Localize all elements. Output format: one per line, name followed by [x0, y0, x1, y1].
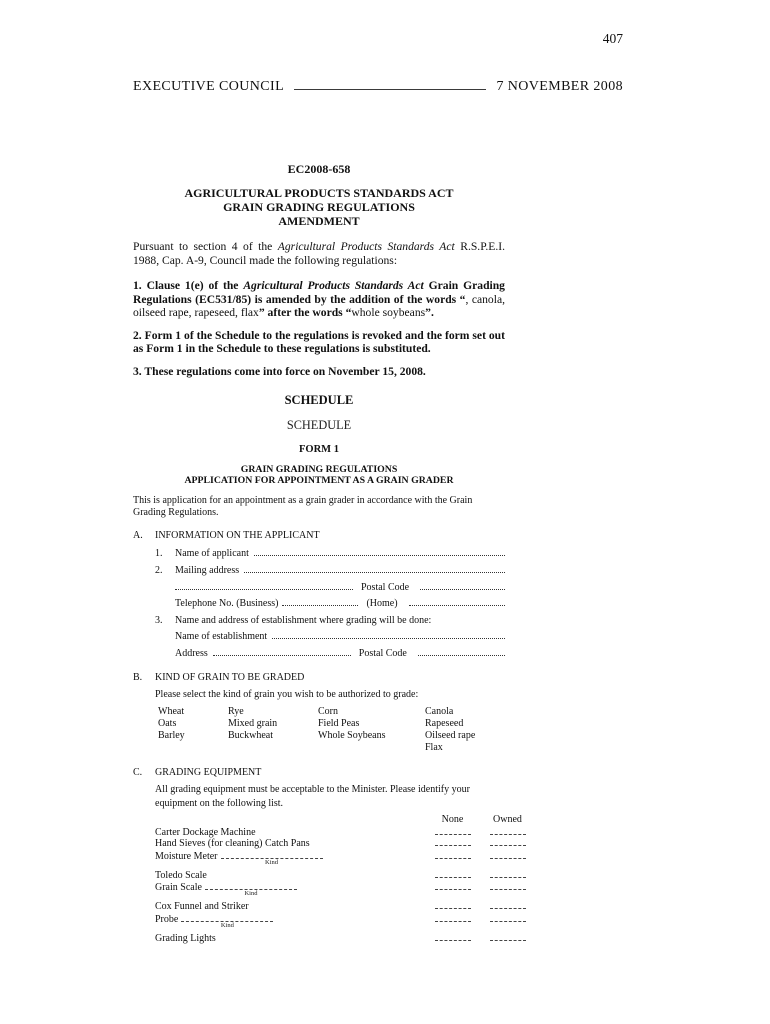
equip-row-grading-lights: [155, 933, 505, 945]
section-c-title: GRADING EQUIPMENT: [155, 767, 262, 778]
section-a-title: INFORMATION ON THE APPLICANT: [155, 530, 320, 541]
kind-input-line: [181, 913, 273, 929]
equipment-label-with-kind: [155, 913, 425, 929]
grain-option: Canola: [425, 706, 454, 717]
telephone-home-label: (Home): [366, 598, 398, 609]
grain-option: Oilseed rape: [425, 730, 476, 741]
pursuant-text-post: R.S.P.E.I. 1988, Cap. A-9, Council made the following regulations:: [133, 240, 505, 267]
kind-input-line: [205, 881, 297, 897]
grain-option: Flax: [425, 742, 443, 753]
none-cell: [425, 827, 480, 835]
section-b-letter: B.: [133, 671, 143, 683]
address-label: Address: [175, 647, 208, 659]
grain-option: Whole Soybeans: [318, 730, 386, 741]
owned-blank-line: [490, 827, 526, 835]
grain-option: Corn: [318, 706, 338, 717]
equip-row-moisture-meter: [155, 850, 505, 870]
equipment-label: Toledo Scale: [155, 869, 207, 881]
grain-option: Rye: [228, 706, 244, 717]
form-intro-paragraph: This is application for an appointment as a grain grader in accordance with the Grain Grading Regulations.: [133, 495, 473, 518]
form-number-heading: FORM 1: [299, 444, 339, 455]
regulation-title: GRAIN GRADING REGULATIONS: [223, 200, 415, 214]
clause-1-text: Grain Grading Regulations (EC531/85) is amended by the addition of the words “: [133, 279, 505, 306]
owned-blank-line: [490, 933, 526, 941]
amendment-title: AMENDMENT: [278, 214, 360, 228]
none-cell: [425, 914, 480, 922]
address-continuation-input-line: [175, 581, 353, 590]
field-name-of-applicant: [155, 547, 505, 559]
kind-label: Kind: [265, 858, 278, 866]
equipment-label-with-kind: [155, 850, 425, 866]
document-title-block: [133, 186, 505, 228]
grain-option: Rapeseed: [425, 718, 464, 729]
clause-1-text: 1. Clause 1(e) of the: [133, 279, 244, 292]
clause-1-text: ”.: [425, 306, 434, 319]
equipment-label: Cox Funnel and Striker: [155, 901, 249, 912]
none-cell: [425, 933, 480, 941]
owned-blank-line: [490, 851, 526, 859]
page-number: 407: [602, 31, 623, 46]
field-mailing-address: [155, 564, 505, 576]
none-blank-line: [435, 901, 471, 909]
document-header: [133, 77, 623, 95]
clause-2: 2. Form 1 of the Schedule to the regulations is revoked and the form set out as Form 1 in the Schedule to these regulations is substituted.: [133, 328, 505, 355]
owned-blank-line: [490, 838, 526, 846]
equipment-label-with-kind: [155, 881, 425, 897]
name-of-applicant-input-line: [254, 547, 505, 556]
none-cell: [425, 851, 480, 859]
telephone-business-input-line: [282, 597, 358, 606]
header-date: 7 NOVEMBER 2008: [496, 79, 623, 94]
owned-cell: [480, 914, 535, 922]
grain-option: Oats: [158, 718, 177, 729]
none-cell: [425, 882, 480, 890]
telephone-home-input-line: [409, 597, 505, 606]
owned-cell: [480, 838, 535, 846]
equip-row-probe: [155, 913, 505, 933]
postal-code-input-line: [418, 647, 505, 656]
field-label: Mailing address: [175, 565, 240, 576]
equip-row-grain-scale: [155, 881, 505, 901]
field-establishment-address: [175, 647, 505, 659]
grain-option: Mixed grain: [228, 718, 278, 729]
section-c-letter: C.: [133, 767, 143, 778]
item-number: 3.: [155, 614, 163, 626]
section-c-heading: [133, 767, 505, 778]
act-name-italic: Agricultural Products Standards Act: [277, 240, 455, 253]
field-telephone: [175, 597, 505, 609]
none-blank-line: [435, 870, 471, 878]
equipment-label: Moisture Meter: [155, 850, 218, 862]
equip-row-carter-dockage-machine: [155, 827, 505, 839]
none-blank-line: [435, 827, 471, 835]
equipment-label: Hand Sieves (for cleaning) Catch Pans: [155, 838, 310, 849]
none-cell: [425, 838, 480, 846]
grain-option: Buckwheat: [228, 730, 273, 741]
clause-1-inserted-words: , canola, oilseed rape, rapeseed, flax: [133, 292, 505, 319]
pursuant-paragraph: [133, 240, 505, 267]
field-label: Name of applicant: [175, 547, 249, 559]
equipment-label: Probe: [155, 913, 179, 925]
grain-column-1: [158, 706, 228, 754]
establishment-name-input-line: [272, 630, 505, 639]
equipment-table: [155, 814, 522, 944]
equip-row-toledo-scale: [155, 870, 505, 882]
equipment-table-header: [155, 814, 522, 826]
item-number: 1.: [155, 547, 163, 559]
owned-cell: [480, 933, 535, 941]
owned-blank-line: [490, 882, 526, 890]
grain-kind-grid: [158, 706, 505, 754]
none-column-header: None: [441, 814, 464, 825]
grain-column-4: [425, 706, 505, 754]
schedule-heading: SCHEDULE: [286, 418, 352, 432]
owned-column-header: Owned: [493, 814, 522, 825]
equip-row-cox-funnel: [155, 901, 505, 913]
kind-label: Kind: [244, 890, 258, 897]
form-title-regulations: GRAIN GRADING REGULATIONS: [240, 464, 398, 475]
section-a-letter: A.: [133, 530, 143, 541]
postal-code-label: Postal Code: [361, 581, 410, 593]
equip-row-hand-sieves: [155, 838, 505, 850]
none-blank-line: [435, 838, 471, 846]
address-input-line: [213, 647, 351, 656]
clause-3: 3. These regulations come into force on November 15, 2008.: [133, 364, 426, 378]
none-blank-line: [435, 851, 471, 859]
kind-label: Kind: [220, 921, 234, 929]
postal-code-label: Postal Code: [358, 647, 407, 659]
equipment-label: Grain Scale: [155, 882, 202, 893]
owned-cell: [480, 870, 535, 878]
owned-cell: [480, 882, 535, 890]
section-b-title: KIND OF GRAIN TO BE GRADED: [155, 671, 305, 683]
form-title-application: APPLICATION FOR APPOINTMENT AS A GRAIN GRADER: [184, 475, 454, 486]
equipment-label: Carter Dockage Machine: [155, 826, 256, 838]
owned-blank-line: [490, 914, 526, 922]
equipment-instruction: All grading equipment must be acceptable to the Minister. Please identify your equipment on the following list.: [155, 784, 470, 809]
none-blank-line: [435, 914, 471, 922]
mailing-address-input-line: [244, 564, 505, 573]
order-number: EC2008-658: [287, 162, 351, 176]
grain-column-2: [228, 706, 318, 754]
header-left-title: EXECUTIVE COUNCIL: [133, 79, 285, 94]
telephone-business-label: Telephone No. (Business): [175, 598, 279, 609]
grain-option: Field Peas: [318, 718, 360, 729]
owned-blank-line: [490, 870, 526, 878]
none-blank-line: [435, 933, 471, 941]
none-cell: [425, 870, 480, 878]
grain-option: Barley: [158, 730, 185, 741]
field-label: Name and address of establishment where grading will be done:: [175, 614, 432, 626]
item-number: 2.: [155, 565, 163, 576]
section-a-heading: [133, 530, 505, 541]
schedule-heading-bold: SCHEDULE: [284, 393, 354, 407]
clause-1-act-name: Agricultural Products Standards Act: [243, 279, 424, 292]
postal-code-input-line: [420, 581, 505, 590]
document-body: [133, 158, 522, 944]
clause-1-quoted-words: whole soybeans: [351, 306, 426, 319]
kind-input-line: [221, 850, 323, 866]
grain-column-3: [318, 706, 425, 754]
owned-blank-line: [490, 901, 526, 909]
none-blank-line: [435, 882, 471, 890]
field-mailing-address-line-2: [175, 581, 505, 593]
field-establishment-name: [175, 630, 505, 642]
owned-cell: [480, 827, 535, 835]
owned-cell: [480, 851, 535, 859]
equipment-label: Grading Lights: [155, 932, 216, 944]
none-cell: [425, 901, 480, 909]
field-establishment: [155, 615, 505, 626]
grain-select-instruction: Please select the kind of grain you wish to be authorized to grade:: [155, 688, 419, 700]
grain-option: Wheat: [158, 706, 185, 717]
clause-1: [133, 279, 505, 320]
pursuant-text-pre: Pursuant to section 4 of the: [133, 240, 278, 253]
act-title: AGRICULTURAL PRODUCTS STANDARDS ACT: [184, 186, 454, 200]
owned-cell: [480, 901, 535, 909]
establishment-name-label: Name of establishment: [175, 631, 268, 642]
header-fill-line: [294, 77, 486, 90]
section-b-heading: [133, 672, 505, 683]
clause-1-text: ” after the words “: [258, 306, 352, 319]
